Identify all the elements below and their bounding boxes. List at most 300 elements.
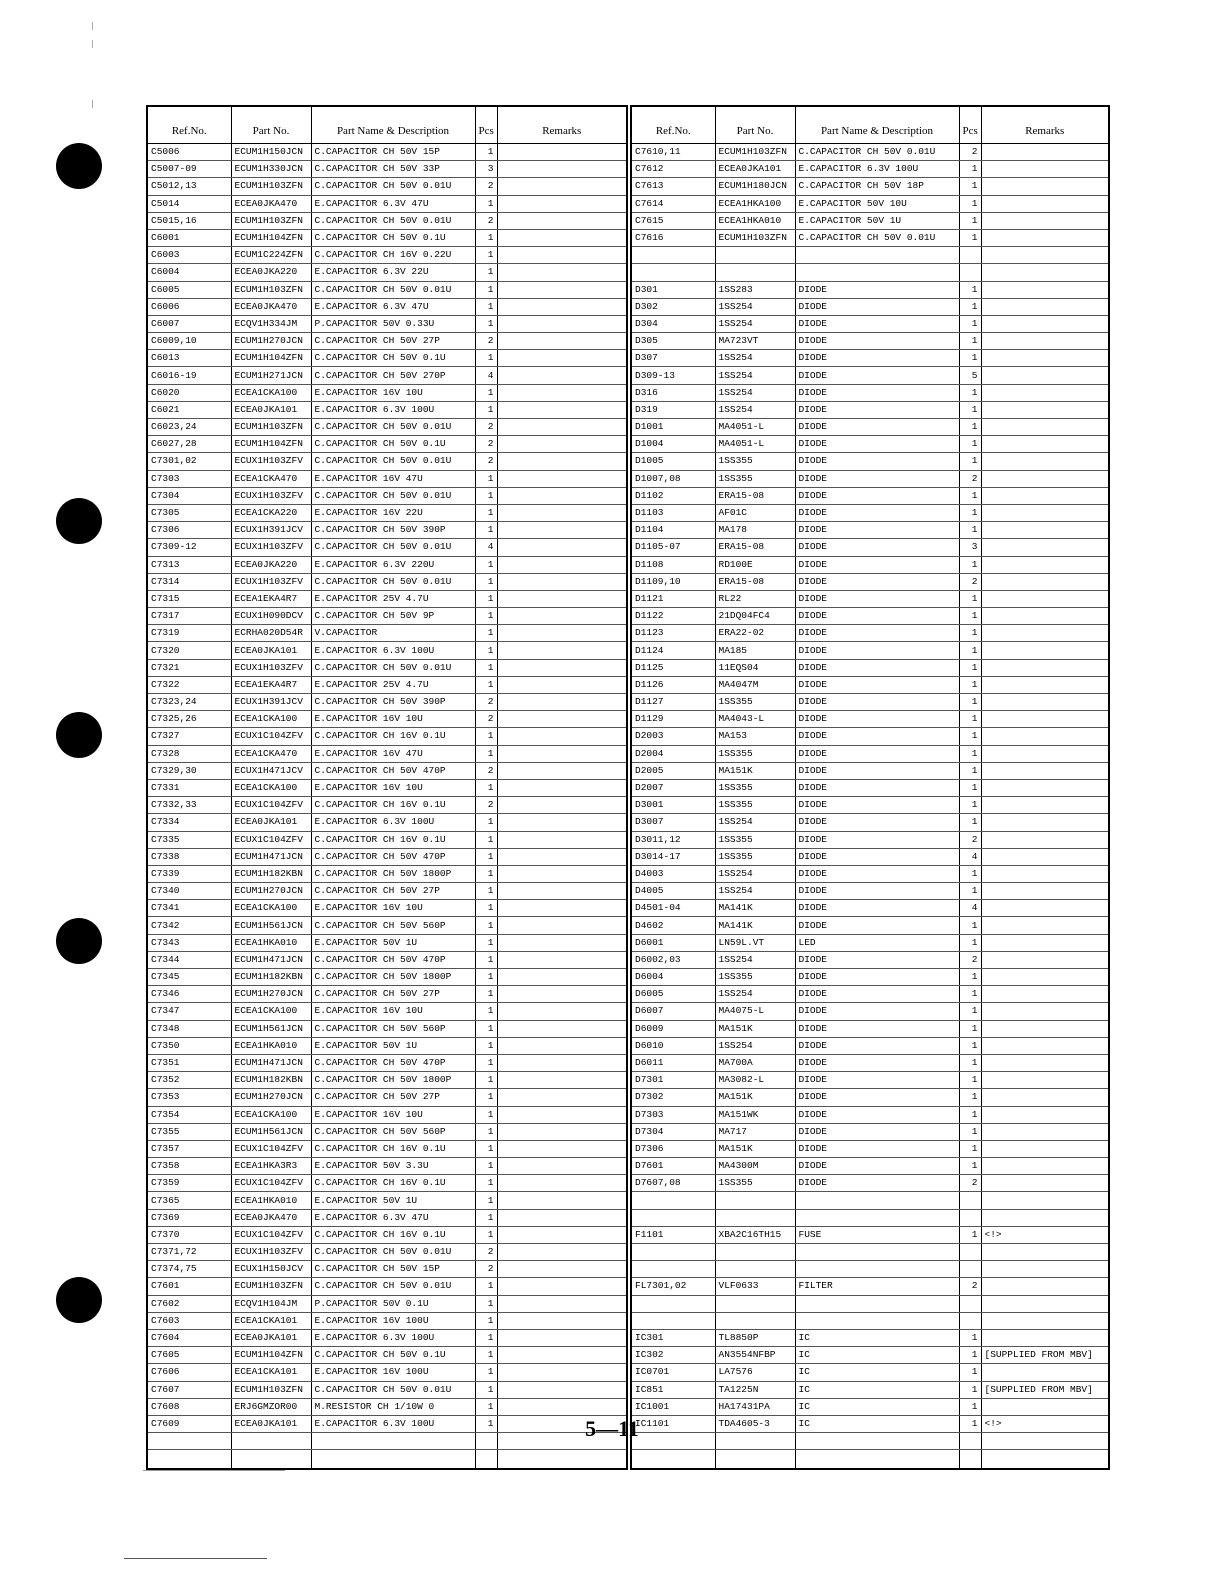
table-row [631, 1089, 1109, 1106]
table-row [147, 608, 627, 625]
cell-pcs: 1 [475, 264, 497, 281]
cell-ref: C7612 [631, 161, 715, 178]
table-row [147, 401, 627, 418]
cell-ref: C6004 [147, 264, 231, 281]
cell-desc: IC [795, 1329, 959, 1346]
cell-pcs: 5 [959, 367, 981, 384]
cell-part: ECEA1CKA101 [231, 1364, 311, 1381]
cell-remarks [981, 573, 1109, 590]
cell-desc: DIODE [795, 951, 959, 968]
cell-remarks [497, 1381, 627, 1398]
cell-remarks [497, 1072, 627, 1089]
cell-ref: C7346 [147, 986, 231, 1003]
cell-desc: DIODE [795, 1020, 959, 1037]
cell-part: ECUX1H103ZFV [231, 453, 311, 470]
cell-ref: C6013 [147, 350, 231, 367]
cell-remarks [981, 1192, 1109, 1209]
cell-part: VLF0633 [715, 1278, 795, 1295]
cell-part: TL8850P [715, 1329, 795, 1346]
cell-desc: C.CAPACITOR CH 50V 0.01U [311, 659, 475, 676]
cell-part: ECUX1C104ZFV [231, 831, 311, 848]
cell-desc: DIODE [795, 676, 959, 693]
cell-remarks [497, 556, 627, 573]
cell-desc: C.CAPACITOR CH 50V 0.01U [311, 539, 475, 556]
cell-pcs: 1 [959, 762, 981, 779]
cell-ref: C7369 [147, 1209, 231, 1226]
cell-remarks [497, 212, 627, 229]
table-row [147, 1329, 627, 1346]
cell-part [715, 1192, 795, 1209]
cell-part: ECUM1H270JCN [231, 986, 311, 1003]
cell-pcs: 1 [959, 1226, 981, 1243]
cell-remarks [981, 831, 1109, 848]
cell-pcs: 1 [475, 900, 497, 917]
table-row [147, 951, 627, 968]
cell-part: MA4047M [715, 676, 795, 693]
cell-pcs: 2 [475, 711, 497, 728]
cell-remarks [981, 229, 1109, 246]
cell-desc: C.CAPACITOR CH 50V 1800P [311, 969, 475, 986]
cell-remarks [981, 298, 1109, 315]
cell-desc: C.CAPACITOR CH 16V 0.1U [311, 1226, 475, 1243]
table-row [147, 934, 627, 951]
cell-remarks [497, 883, 627, 900]
cell-pcs: 1 [959, 1123, 981, 1140]
cell-part: ECEA0JKA101 [231, 814, 311, 831]
table-row [631, 315, 1109, 332]
cell-desc: E.CAPACITOR 16V 10U [311, 900, 475, 917]
cell-ref: D6002,03 [631, 951, 715, 968]
cell-remarks [981, 556, 1109, 573]
cell-part: ECEA1HKA010 [231, 1192, 311, 1209]
cell-part: ECUX1H103ZFV [231, 573, 311, 590]
cell-ref: C7353 [147, 1089, 231, 1106]
cell-remarks [497, 659, 627, 676]
cell-desc: E.CAPACITOR 25V 4.7U [311, 590, 475, 607]
cell-ref: D301 [631, 281, 715, 298]
cell-remarks [497, 779, 627, 796]
col-desc: Part Name & Description [795, 106, 959, 144]
cell-pcs [959, 247, 981, 264]
table-row [631, 1312, 1109, 1329]
cell-pcs: 1 [959, 298, 981, 315]
cell-ref: D2005 [631, 762, 715, 779]
table-row [147, 711, 627, 728]
cell-part: ECEA1EKA4R7 [231, 676, 311, 693]
cell-part: ECRHA020D54R [231, 625, 311, 642]
table-row [147, 1278, 627, 1295]
cell-ref: D1102 [631, 487, 715, 504]
cell-desc: DIODE [795, 969, 959, 986]
cell-part: ECEA1CKA470 [231, 470, 311, 487]
cell-remarks [497, 504, 627, 521]
cell-ref: D3011,12 [631, 831, 715, 848]
cell-part: ECEA0JKA101 [715, 161, 795, 178]
cell-part: MA700A [715, 1054, 795, 1071]
cell-remarks [497, 401, 627, 418]
cell-desc: DIODE [795, 865, 959, 882]
cell-desc: DIODE [795, 1158, 959, 1175]
cell-part: LN59L.VT [715, 934, 795, 951]
cell-part: 1SS254 [715, 350, 795, 367]
cell-pcs: 1 [959, 625, 981, 642]
cell-remarks [981, 969, 1109, 986]
table-row [631, 711, 1109, 728]
cell-desc: E.CAPACITOR 6.3V 22U [311, 264, 475, 281]
cell-part: 1SS355 [715, 1175, 795, 1192]
table-row [147, 1312, 627, 1329]
cell-remarks [981, 1329, 1109, 1346]
cell-desc: C.CAPACITOR CH 50V 0.01U [311, 573, 475, 590]
cell-ref: D1126 [631, 676, 715, 693]
cell-remarks [981, 1278, 1109, 1295]
col-part: Part No. [715, 106, 795, 144]
table-row [631, 745, 1109, 762]
cell-desc: DIODE [795, 986, 959, 1003]
cell-pcs: 1 [475, 728, 497, 745]
cell-ref: F1101 [631, 1226, 715, 1243]
table-row [631, 522, 1109, 539]
cell-desc: C.CAPACITOR CH 50V 0.01U [795, 229, 959, 246]
cell-remarks [497, 247, 627, 264]
cell-remarks [497, 865, 627, 882]
cell-pcs: 1 [959, 453, 981, 470]
cell-pcs: 1 [475, 659, 497, 676]
cell-remarks [981, 144, 1109, 161]
cell-remarks [981, 934, 1109, 951]
table-row [147, 659, 627, 676]
cell-remarks [981, 711, 1109, 728]
cell-part: MA151K [715, 762, 795, 779]
cell-desc: IC [795, 1364, 959, 1381]
col-part: Part No. [231, 106, 311, 144]
cell-ref: C7352 [147, 1072, 231, 1089]
cell-desc: E.CAPACITOR 50V 1U [795, 212, 959, 229]
table-row [631, 1192, 1109, 1209]
cell-ref: D1109,10 [631, 573, 715, 590]
cell-pcs: 1 [959, 1106, 981, 1123]
table-row [631, 1295, 1109, 1312]
cell-desc: C.CAPACITOR CH 50V 0.01U [311, 281, 475, 298]
cell-part: 1SS355 [715, 797, 795, 814]
cell-ref: D4003 [631, 865, 715, 882]
cell-ref: C7323,24 [147, 694, 231, 711]
cell-pcs: 1 [475, 556, 497, 573]
table-row [631, 814, 1109, 831]
cell-pcs: 1 [475, 384, 497, 401]
cell-ref: FL7301,02 [631, 1278, 715, 1295]
col-ref: Ref.No. [147, 106, 231, 144]
cell-ref: C7613 [631, 178, 715, 195]
cell-part: ECEA1CKA100 [231, 1106, 311, 1123]
cell-ref: D3001 [631, 797, 715, 814]
cell-part: ECEA1HKA010 [231, 1037, 311, 1054]
cell-part: ECEA0JKA220 [231, 264, 311, 281]
cell-ref: D1127 [631, 694, 715, 711]
cell-pcs: 1 [959, 676, 981, 693]
cell-pcs: 1 [475, 1192, 497, 1209]
cell-remarks [497, 934, 627, 951]
cell-ref [631, 1261, 715, 1278]
cell-ref: C7601 [147, 1278, 231, 1295]
table-row [631, 504, 1109, 521]
cell-desc: E.CAPACITOR 16V 100U [311, 1312, 475, 1329]
cell-part: ECUX1H471JCV [231, 762, 311, 779]
cell-remarks [981, 453, 1109, 470]
cell-part: MA3082-L [715, 1072, 795, 1089]
table-row [147, 315, 627, 332]
cell-ref: C7306 [147, 522, 231, 539]
cell-part: ECUM1H561JCN [231, 917, 311, 934]
cell-ref: C7616 [631, 229, 715, 246]
cell-desc [795, 247, 959, 264]
table-row [147, 900, 627, 917]
cell-pcs: 1 [959, 419, 981, 436]
cell-part: ECUM1H150JCN [231, 144, 311, 161]
cell-remarks [981, 350, 1109, 367]
cell-ref: D305 [631, 333, 715, 350]
cell-pcs: 1 [475, 814, 497, 831]
cell-part: MA141K [715, 917, 795, 934]
cell-part: ECUX1C104ZFV [231, 1226, 311, 1243]
cell-ref: C6001 [147, 229, 231, 246]
cell-pcs: 1 [475, 1089, 497, 1106]
cell-remarks [981, 487, 1109, 504]
table-row [631, 1158, 1109, 1175]
cell-part: ECUX1H150JCV [231, 1261, 311, 1278]
cell-part: ERA22-02 [715, 625, 795, 642]
table-row [631, 453, 1109, 470]
cell-part: ECUM1H103ZFN [231, 1381, 311, 1398]
cell-pcs [475, 1450, 497, 1470]
cell-remarks [497, 1054, 627, 1071]
cell-part: ECUX1C104ZFV [231, 1175, 311, 1192]
cell-part [715, 1450, 795, 1470]
table-row [147, 333, 627, 350]
cell-pcs: 1 [475, 470, 497, 487]
cell-pcs: 1 [959, 161, 981, 178]
cell-remarks [497, 1244, 627, 1261]
cell-pcs: 2 [475, 453, 497, 470]
cell-ref: D304 [631, 315, 715, 332]
cell-remarks [981, 1106, 1109, 1123]
cell-desc: DIODE [795, 333, 959, 350]
cell-ref: D4005 [631, 883, 715, 900]
cell-pcs [959, 1450, 981, 1470]
cell-desc: C.CAPACITOR CH 50V 0.01U [311, 419, 475, 436]
cell-pcs: 2 [959, 1175, 981, 1192]
cell-desc: IC [795, 1381, 959, 1398]
cell-ref: D316 [631, 384, 715, 401]
cell-part: RD100E [715, 556, 795, 573]
table-row [631, 1072, 1109, 1089]
cell-pcs: 1 [959, 212, 981, 229]
cell-pcs: 4 [959, 900, 981, 917]
cell-pcs: 2 [959, 573, 981, 590]
table-row [147, 1209, 627, 1226]
table-row [631, 1226, 1109, 1243]
cell-desc: DIODE [795, 745, 959, 762]
table-row [147, 436, 627, 453]
table-row [631, 608, 1109, 625]
cell-part: ECUX1H090DCV [231, 608, 311, 625]
table-row [147, 917, 627, 934]
cell-remarks [497, 1450, 627, 1470]
cell-desc: DIODE [795, 711, 959, 728]
cell-ref: D7302 [631, 1089, 715, 1106]
cell-ref: D7601 [631, 1158, 715, 1175]
cell-ref: C7371,72 [147, 1244, 231, 1261]
cell-ref: C7334 [147, 814, 231, 831]
cell-desc: DIODE [795, 779, 959, 796]
cell-remarks [981, 883, 1109, 900]
cell-ref: C6021 [147, 401, 231, 418]
table-row [631, 1381, 1109, 1398]
cell-ref [631, 247, 715, 264]
cell-ref: D307 [631, 350, 715, 367]
cell-pcs: 1 [959, 1381, 981, 1398]
parts-table-left [146, 105, 628, 1470]
cell-part: 1SS254 [715, 865, 795, 882]
cell-remarks [497, 711, 627, 728]
table-row [631, 401, 1109, 418]
cell-desc: DIODE [795, 384, 959, 401]
cell-pcs: 1 [959, 1054, 981, 1071]
cell-part: ECUX1H103ZFV [231, 487, 311, 504]
cell-ref: C6027,28 [147, 436, 231, 453]
cell-pcs: 1 [475, 1347, 497, 1364]
table-row [147, 676, 627, 693]
cell-part: ECEA1CKA220 [231, 504, 311, 521]
punch-hole [56, 918, 102, 964]
cell-pcs: 1 [959, 814, 981, 831]
table-row [631, 333, 1109, 350]
table-row [147, 814, 627, 831]
cell-part: AN3554NFBP [715, 1347, 795, 1364]
cell-part: 1SS355 [715, 848, 795, 865]
cell-desc: E.CAPACITOR 6.3V 100U [311, 1329, 475, 1346]
cell-pcs: 2 [959, 470, 981, 487]
cell-pcs: 1 [959, 487, 981, 504]
cell-desc: DIODE [795, 728, 959, 745]
table-row [631, 1037, 1109, 1054]
cell-remarks [981, 539, 1109, 556]
cell-pcs [959, 1209, 981, 1226]
cell-pcs: 1 [959, 504, 981, 521]
cell-part: ERA15-08 [715, 573, 795, 590]
cell-remarks [497, 539, 627, 556]
cell-ref: C7304 [147, 487, 231, 504]
cell-remarks [497, 487, 627, 504]
cell-remarks [497, 1140, 627, 1157]
cell-desc: DIODE [795, 694, 959, 711]
cell-ref: D4602 [631, 917, 715, 934]
cell-ref: C6023,24 [147, 419, 231, 436]
cell-ref: C7327 [147, 728, 231, 745]
cell-desc: E.CAPACITOR 16V 10U [311, 1106, 475, 1123]
cell-ref: C7332,33 [147, 797, 231, 814]
table-row [147, 212, 627, 229]
cell-pcs: 1 [959, 401, 981, 418]
cell-remarks [981, 384, 1109, 401]
cell-pcs: 1 [959, 436, 981, 453]
table-row [631, 900, 1109, 917]
cell-desc [795, 1261, 959, 1278]
cell-desc [795, 1450, 959, 1470]
cell-remarks [497, 694, 627, 711]
cell-part [231, 1450, 311, 1470]
cell-ref: IC302 [631, 1347, 715, 1364]
cell-pcs: 2 [475, 694, 497, 711]
table-row [147, 831, 627, 848]
cell-remarks [497, 264, 627, 281]
table-row [631, 436, 1109, 453]
cell-pcs: 1 [959, 728, 981, 745]
cell-desc: P.CAPACITOR 50V 0.1U [311, 1295, 475, 1312]
cell-pcs: 1 [475, 573, 497, 590]
cell-part: ECUX1H391JCV [231, 522, 311, 539]
cell-ref: C7345 [147, 969, 231, 986]
cell-pcs: 1 [959, 934, 981, 951]
table-row [631, 797, 1109, 814]
cell-part: ECEA1CKA101 [231, 1312, 311, 1329]
cell-pcs: 2 [475, 178, 497, 195]
cell-part: ECEA1EKA4R7 [231, 590, 311, 607]
cell-remarks [497, 986, 627, 1003]
cell-ref: C7301,02 [147, 453, 231, 470]
cell-desc: DIODE [795, 573, 959, 590]
table-row [631, 1347, 1109, 1364]
cell-ref: D1125 [631, 659, 715, 676]
cell-pcs: 1 [959, 969, 981, 986]
cell-part: RL22 [715, 590, 795, 607]
cell-desc: IC [795, 1398, 959, 1415]
cell-desc: DIODE [795, 1037, 959, 1054]
cell-ref: C7348 [147, 1020, 231, 1037]
cell-desc: C.CAPACITOR CH 50V 15P [311, 144, 475, 161]
cell-desc: E.CAPACITOR 6.3V 100U [795, 161, 959, 178]
cell-ref: C5015,16 [147, 212, 231, 229]
table-row [147, 195, 627, 212]
cell-pcs: 1 [959, 779, 981, 796]
table-row [631, 883, 1109, 900]
table-row [147, 1123, 627, 1140]
cell-remarks [981, 779, 1109, 796]
cell-pcs: 1 [475, 676, 497, 693]
cell-pcs: 1 [959, 694, 981, 711]
cell-remarks [497, 350, 627, 367]
table-body [147, 144, 627, 1470]
cell-part: 1SS254 [715, 1037, 795, 1054]
cell-part: ECUM1H471JCN [231, 1054, 311, 1071]
cell-part: ECUX1C104ZFV [231, 1140, 311, 1157]
cell-desc: DIODE [795, 1054, 959, 1071]
cell-pcs: 2 [959, 1278, 981, 1295]
cell-desc: DIODE [795, 556, 959, 573]
cell-pcs: 1 [959, 195, 981, 212]
cell-remarks [981, 367, 1109, 384]
cell-ref: D1129 [631, 711, 715, 728]
cell-remarks [981, 1398, 1109, 1415]
cell-desc: DIODE [795, 367, 959, 384]
cell-ref: C7350 [147, 1037, 231, 1054]
cell-remarks [981, 195, 1109, 212]
cell-ref: C7339 [147, 865, 231, 882]
table-row [631, 1020, 1109, 1037]
cell-part: MA4051-L [715, 436, 795, 453]
cell-part: ECEA0JKA101 [231, 1415, 311, 1432]
cell-part: HA17431PA [715, 1398, 795, 1415]
